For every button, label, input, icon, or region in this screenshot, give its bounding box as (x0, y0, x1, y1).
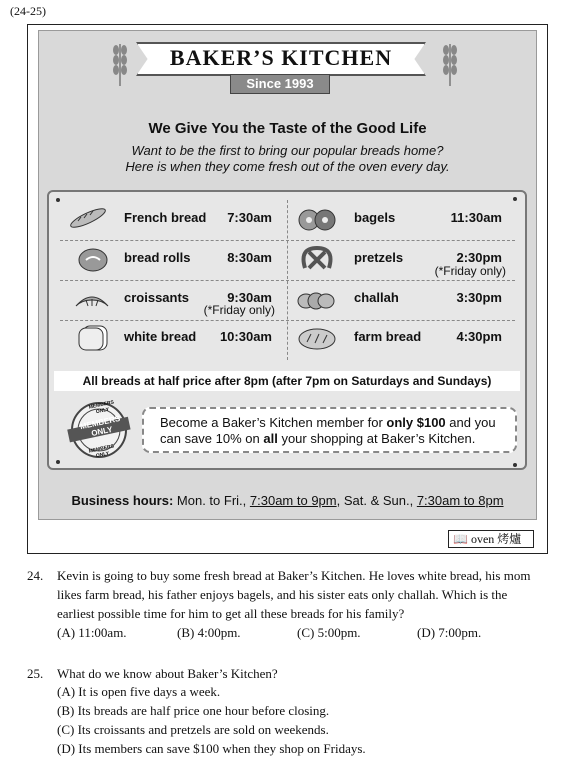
menu-item-name: bagels (354, 210, 396, 225)
question-number: 25. (27, 666, 44, 681)
menu-item-name: white bread (124, 329, 197, 344)
menu-item-note: (*Friday only) (203, 303, 275, 317)
subheading-line-2: Here is when they come fresh out of the oven every day. (125, 159, 450, 174)
menu-item-name: bread rolls (124, 250, 191, 265)
membership-price: only $100 (386, 415, 446, 430)
menu-item-time: 2:30pm (456, 250, 502, 265)
stamp-ring-text: MEMBERS ONLY (88, 443, 115, 460)
baguette-icon (68, 203, 108, 233)
board-pin (513, 463, 517, 467)
membership-text: your shopping at Baker’s Kitchen. (277, 431, 476, 446)
menu-item-name: challah (354, 290, 399, 305)
question-text: What do we know about Baker’s Kitchen? (57, 666, 278, 681)
question-line: likes farm bread, his father enjoys bagels, and his sister eats only challah. Which is the (57, 587, 508, 602)
wheat-icon (440, 40, 460, 88)
croissant-icon (72, 286, 112, 316)
answer-option[interactable]: (A) It is open five days a week. (57, 684, 221, 699)
board-pin (56, 460, 60, 464)
business-hours (38, 493, 537, 508)
farm-bread-icon (297, 324, 337, 354)
menu-item-time: 9:30am (227, 290, 272, 305)
stamp-ring-text: MEMBERS ONLY (88, 399, 115, 416)
book-icon: 📖 (453, 532, 468, 546)
weekend-hours: 7:30am to 8pm (416, 493, 504, 508)
answer-option[interactable]: (B) Its breads are half price one hour before closing. (57, 703, 330, 718)
answer-option[interactable]: (D) Its members can save $100 when they shop on Fridays. (57, 741, 366, 756)
vocab-translation: 烤爐 (497, 532, 522, 546)
answer-option[interactable]: (C) Its croissants and pretzels are sold on weekends. (57, 722, 329, 737)
question-number: 24. (27, 568, 44, 583)
question-range: (24-25) (10, 4, 46, 18)
menu-item-time: 8:30am (227, 250, 272, 265)
column-divider (287, 200, 288, 360)
membership-text: Become a Baker’s Kitchen member for (160, 415, 387, 430)
menu-item-name: croissants (124, 290, 190, 305)
vocab-word: oven (470, 532, 495, 546)
membership-emphasis: all (263, 431, 278, 446)
white-bread-icon (75, 322, 115, 352)
answer-option[interactable]: (C) 5:00pm. (297, 625, 361, 640)
menu-item-time: 11:30am (450, 210, 502, 225)
weekday-days: Mon. to Fri., (176, 493, 250, 508)
menu-item-name: French bread (124, 210, 207, 225)
menu-item-name: farm bread (354, 329, 422, 344)
membership-box (142, 407, 517, 453)
answer-option[interactable]: (D) 7:00pm. (417, 625, 482, 640)
menu-item-time: 7:30am (227, 210, 272, 225)
vocab-note (448, 530, 534, 548)
weekday-hours: 7:30am to 9pm (249, 493, 337, 508)
board-pin (56, 198, 60, 202)
menu-item-time: 10:30am (219, 329, 272, 344)
board-pin (513, 197, 517, 201)
since-text: Since 1993 (246, 76, 314, 91)
challah-icon (296, 286, 336, 316)
question-line: earliest possible time for him to get all these breads for his family? (57, 606, 405, 621)
headline: We Give You the Taste of the Good Life (148, 120, 427, 137)
weekend-days: , Sat. & Sun., (336, 493, 417, 508)
membership-line-1 (160, 415, 496, 430)
stamp-banner-text: MEMBERS ONLY (79, 413, 121, 439)
bread-roll-icon (75, 244, 115, 274)
membership-text: and you (445, 415, 496, 430)
poster-title: BAKER’S KITCHEN (169, 45, 393, 70)
menu-item-time: 4:30pm (456, 329, 502, 344)
answer-option[interactable]: (B) 4:00pm. (177, 625, 241, 640)
menu-item-time: 3:30pm (456, 290, 502, 305)
bagel-icon (297, 205, 337, 235)
half-price-notice: All breads at half price after 8pm (after 7pm on Saturdays and Sundays) (54, 371, 520, 391)
membership-text: can save 10% on (160, 431, 264, 446)
pretzel-icon (297, 242, 337, 272)
answer-option[interactable]: (A) 11:00am. (57, 625, 127, 640)
wheat-icon (110, 40, 130, 88)
question-line: Kevin is going to buy some fresh bread at Baker’s Kitchen. He loves white bread, his mom (57, 568, 531, 583)
menu-item-name: pretzels (354, 250, 404, 265)
question-text (57, 566, 557, 623)
business-hours-label: Business hours: (71, 493, 174, 508)
menu-item-note: (*Friday only) (434, 264, 506, 278)
membership-line-2 (160, 431, 475, 446)
subheading-line-1: Want to be the first to bring our popular breads home? (131, 143, 444, 158)
